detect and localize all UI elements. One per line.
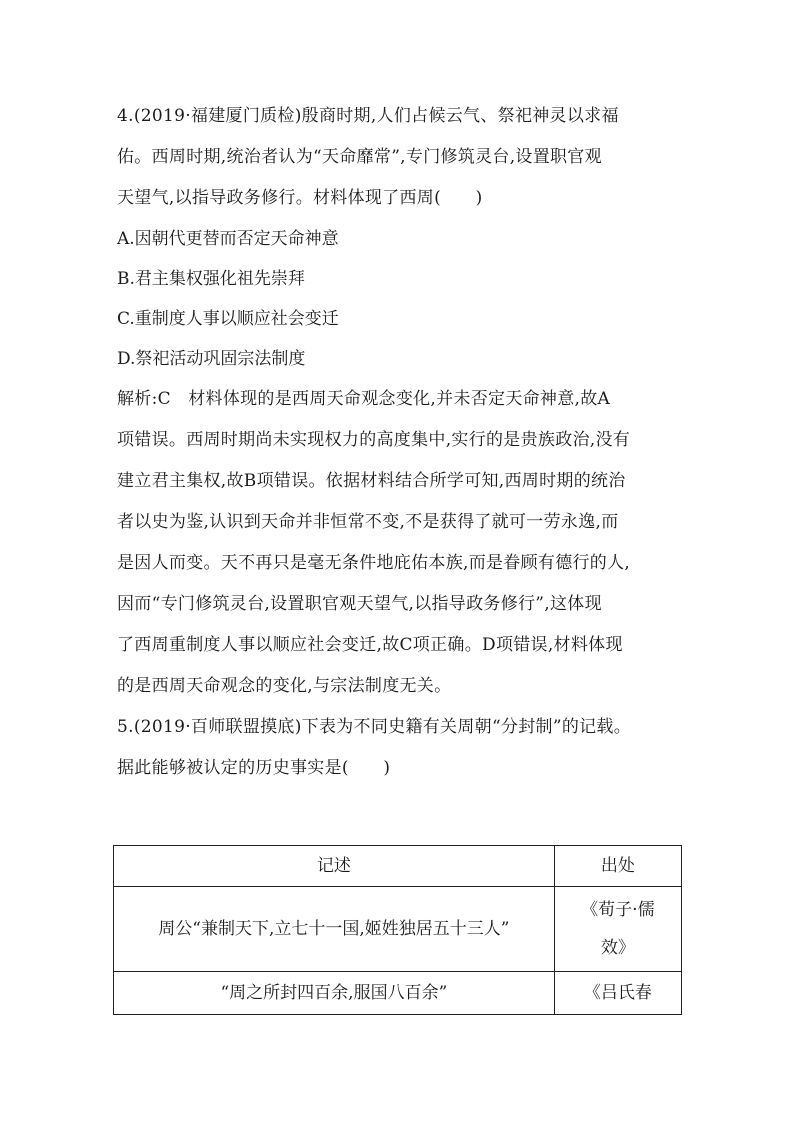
analysis-line: 了西周重制度人事以顺应社会变迁,故C项正确。D项错误,材料体现 <box>117 635 623 655</box>
source-line: 《荀子·儒 <box>581 900 655 920</box>
analysis-line: 因而“专门修筑灵台,设置职官观天望气,以指导政务修行”,这体现 <box>117 594 602 614</box>
source-line: 效》 <box>600 938 635 958</box>
question-4-stem-line: 天望气,以指导政务修行。材料体现了西周( ) <box>117 188 483 208</box>
record-source <box>554 972 681 1015</box>
option-d: D.祭祀活动巩固宗法制度 <box>117 349 306 369</box>
analysis-line: 是因人而变。天不再只是毫无条件地庇佑本族,而是眷顾有德行的人, <box>117 553 631 573</box>
table-row <box>114 887 682 972</box>
analysis-line: 项错误。西周时期尚未实现权力的高度集中,实行的是贵族政治,没有 <box>117 430 631 450</box>
source-line: 《吕氏春 <box>583 983 652 1003</box>
record-source <box>554 887 681 972</box>
table-row <box>114 972 682 1015</box>
analysis-line: 的是西周天命观念的变化,与宗法制度无关。 <box>117 676 452 696</box>
question-4 <box>117 96 687 707</box>
question-4-stem-line: 佑。西周时期,统治者认为“天命靡常”,专门修筑灵台,设置职官观 <box>117 147 602 167</box>
option-c: C.重制度人事以顺应社会变迁 <box>117 309 339 329</box>
record-text: “周之所封四百余,服国八百余” <box>114 972 555 1015</box>
question-content <box>117 96 687 789</box>
table-header-row <box>114 846 682 887</box>
header-record: 记述 <box>114 846 555 887</box>
option-b: B.君主集权强化祖先崇拜 <box>117 269 305 289</box>
question-5-stem-line: 据此能够被认定的历史事实是( ) <box>117 758 391 778</box>
analysis-line: 建立君主集权,故B项错误。依据材料结合所学可知,西周时期的统治 <box>117 471 626 491</box>
analysis-line: 解析:C 材料体现的是西周天命观念变化,并未否定天命神意,故A <box>117 389 611 409</box>
records-table <box>113 845 682 1015</box>
question-4-stem-line: 4.(2019·福建厦门质检)殷商时期,人们占候云气、祭祀神灵以求福 <box>117 106 619 126</box>
question-5-stem-line: 5.(2019·百师联盟摸底)下表为不同史籍有关周朝“分封制”的记载。 <box>117 717 632 737</box>
record-text: 周公“兼制天下,立七十一国,姬姓独居五十三人” <box>114 887 555 972</box>
question-4-analysis <box>117 379 687 707</box>
header-source: 出处 <box>554 846 681 887</box>
analysis-line: 者以史为鉴,认识到天命并非恒常不变,不是获得了就可一劳永逸,而 <box>117 512 619 532</box>
question-5 <box>117 707 687 789</box>
option-a: A.因朝代更替而否定天命神意 <box>117 229 339 249</box>
